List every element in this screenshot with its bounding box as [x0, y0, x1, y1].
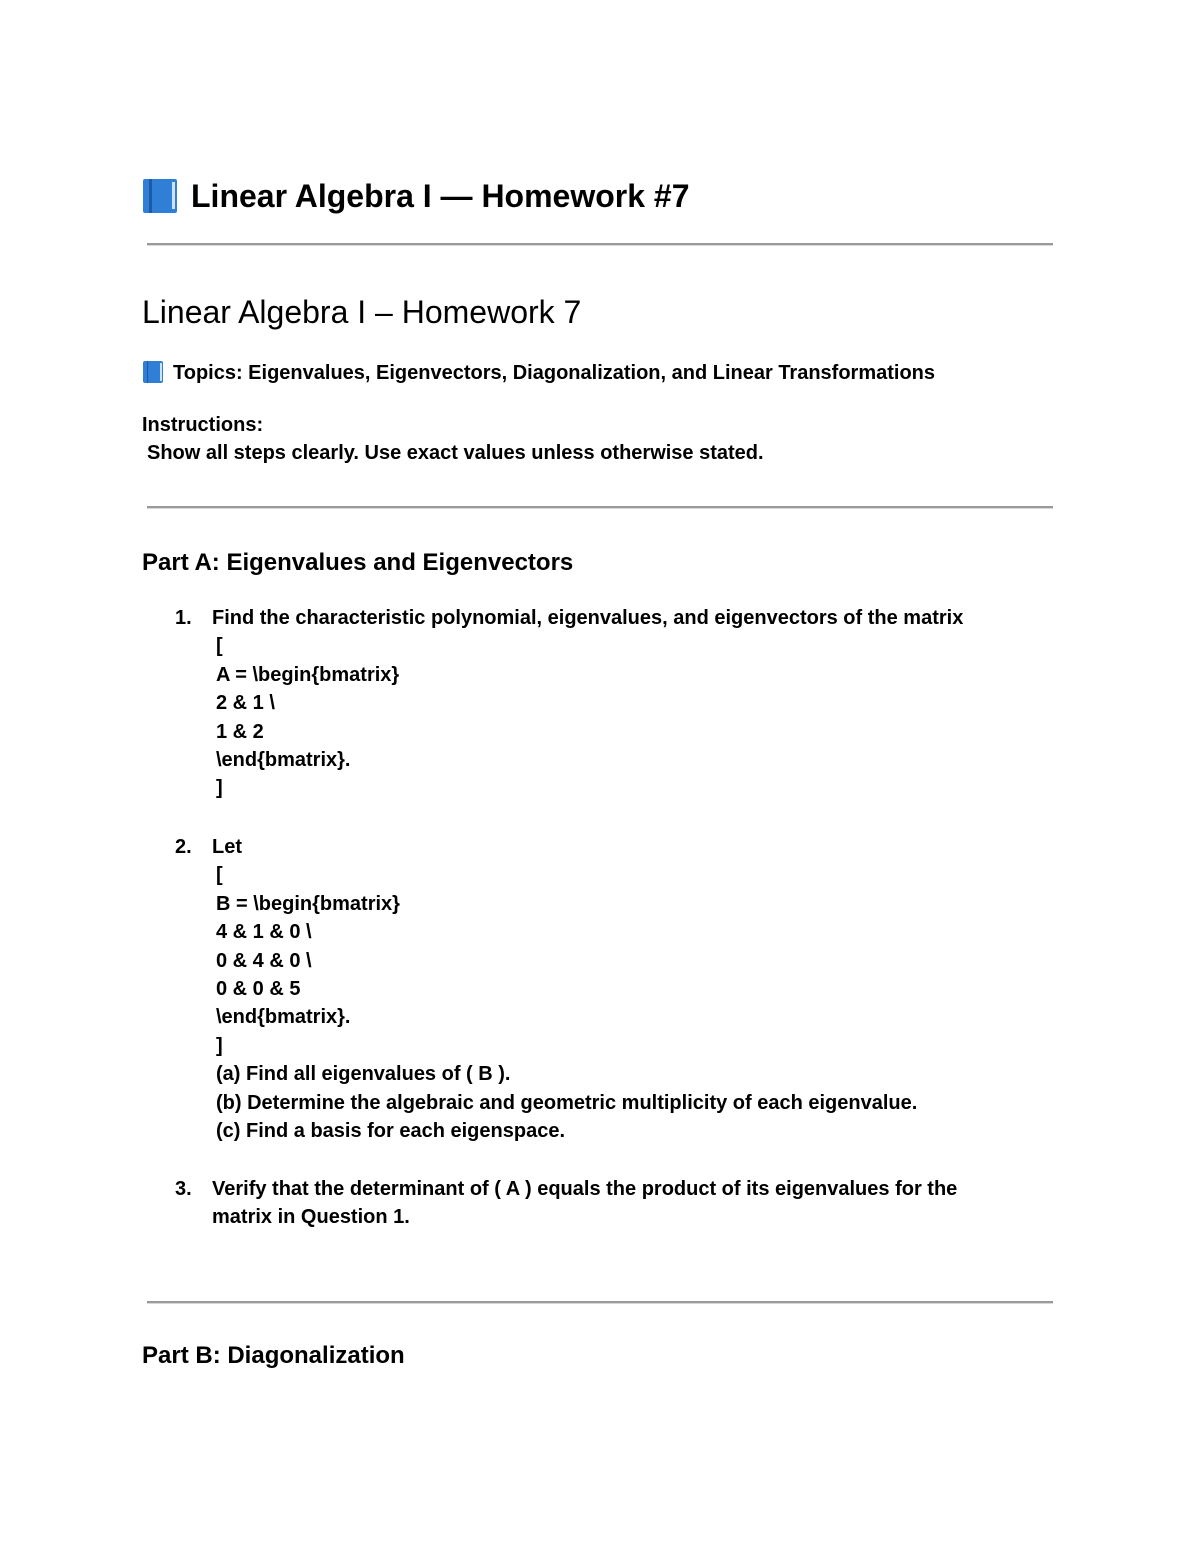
topics-line — [143, 359, 935, 387]
blue-book-icon — [143, 179, 177, 213]
question-2-line: (b) Determine the algebraic and geometric multiplicity of each eigenvalue. — [216, 1091, 918, 1114]
document-title-text: Linear Algebra I — Homework #7 — [191, 178, 690, 214]
blue-book-icon — [143, 361, 163, 383]
question-2-number: 2. — [175, 836, 192, 858]
instructions-label: Instructions: — [142, 414, 264, 436]
document-title — [143, 174, 690, 218]
question-2-line: (a) Find all eigenvalues of ( B ). — [216, 1063, 511, 1086]
instructions-text: Show all steps clearly. Use exact values unless otherwise stated. — [147, 442, 764, 464]
question-2-line: [ — [216, 864, 223, 887]
question-2-line: 4 & 1 & 0 \ — [216, 921, 312, 944]
question-1-line: [ — [216, 635, 223, 658]
question-2-line: Let — [212, 836, 242, 858]
question-1-number: 1. — [175, 607, 192, 629]
part-a-heading: Part A: Eigenvalues and Eigenvectors — [142, 549, 574, 576]
horizontal-rule — [147, 506, 1053, 509]
horizontal-rule — [147, 1301, 1053, 1304]
question-1-line: 2 & 1 \ — [216, 692, 275, 715]
question-2-line: \end{bmatrix}. — [216, 1006, 351, 1029]
question-2-line: B = \begin{bmatrix} — [216, 892, 400, 915]
question-1 — [212, 604, 963, 803]
homework-heading: Linear Algebra I – Homework 7 — [142, 294, 582, 330]
question-3 — [212, 1175, 957, 1232]
question-1-line: ] — [216, 777, 223, 800]
question-2-line: ] — [216, 1034, 223, 1057]
question-2 — [212, 833, 917, 1145]
question-2-line: 0 & 0 & 5 — [216, 977, 301, 1000]
horizontal-rule — [147, 243, 1053, 246]
question-1-line: 1 & 2 — [216, 720, 264, 743]
topics-text: Topics: Eigenvalues, Eigenvectors, Diagonalization, and Linear Transformations — [173, 362, 936, 384]
question-1-line: A = \begin{bmatrix} — [216, 663, 400, 686]
question-1-line: \end{bmatrix}. — [216, 748, 351, 771]
question-3-number: 3. — [175, 1178, 192, 1200]
question-1-line: Find the characteristic polynomial, eigenvalues, and eigenvectors of the matrix — [212, 607, 964, 629]
question-3-line: matrix in Question 1. — [212, 1206, 410, 1229]
question-2-line: 0 & 4 & 0 \ — [216, 949, 312, 972]
question-3-line: Verify that the determinant of ( A ) equals the product of its eigenvalues for the — [212, 1178, 958, 1200]
part-b-heading: Part B: Diagonalization — [142, 1342, 405, 1369]
question-2-line: (c) Find a basis for each eigenspace. — [216, 1119, 566, 1142]
